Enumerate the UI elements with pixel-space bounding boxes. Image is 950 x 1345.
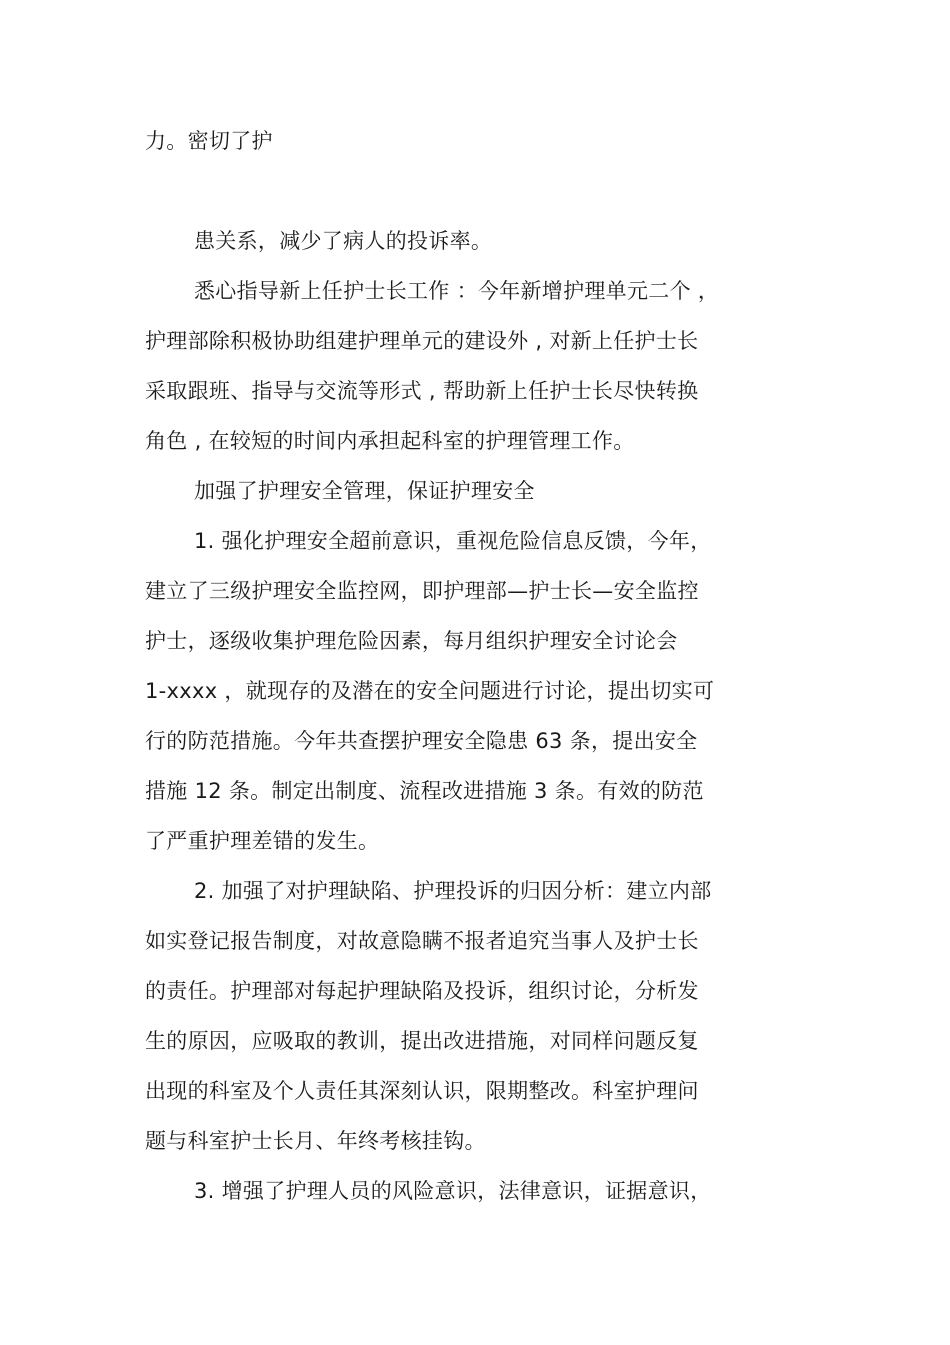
text-line: 护理部除积极协助组建护理单元的建设外 , 对新上任护士长 bbox=[145, 329, 699, 353]
text-line: 角色 , 在较短的时间内承担起科室的护理管理工作。 bbox=[145, 429, 635, 453]
text-line: 的责任。护理部对每起护理缺陷及投诉，组织讨论，分析发 bbox=[145, 979, 699, 1003]
text-line: 悉心指导新上任护士长工作 ：今年新增护理单元二个 ， bbox=[194, 279, 720, 303]
text-line: 了严重护理差错的发生。 bbox=[145, 829, 380, 853]
text-line: 1-xxxx ，就现存的及潜在的安全问题进行讨论，提出切实可 bbox=[145, 679, 715, 703]
text-line: 2. 加强了对护理缺陷、护理投诉的归因分析：建立内部 bbox=[194, 879, 712, 903]
text-line: 力。密切了护 bbox=[145, 129, 273, 153]
text-line: 行的防范措施。今年共查摆护理安全隐患 63 条，提出安全 bbox=[145, 729, 698, 753]
text-line: 护士，逐级收集护理危险因素，每月组织护理安全讨论会 bbox=[145, 629, 678, 653]
text-line: 题与科室护士长月、年终考核挂钩。 bbox=[145, 1129, 486, 1153]
text-line: 如实登记报告制度，对故意隐瞒不报者追究当事人及护士长 bbox=[145, 929, 699, 953]
text-line: 患关系，减少了病人的投诉率。 bbox=[194, 229, 493, 253]
text-line: 1. 强化护理安全超前意识，重视危险信息反馈，今年， bbox=[194, 529, 712, 553]
text-line: 措施 12 条。制定出制度、流程改进措施 3 条。有效的防范 bbox=[145, 779, 704, 803]
section-heading: 加强了护理安全管理，保证护理安全 bbox=[194, 479, 535, 503]
text-line: 生的原因，应吸取的教训，提出改进措施，对同样问题反复 bbox=[145, 1029, 699, 1053]
text-line: 3. 增强了护理人员的风险意识，法律意识，证据意识， bbox=[194, 1179, 712, 1203]
text-line: 建立了三级护理安全监控网，即护理部—护士长—安全监控 bbox=[145, 579, 699, 603]
text-line: 出现的科室及个人责任其深刻认识，限期整改。科室护理问 bbox=[145, 1079, 699, 1103]
text-line: 采取跟班、指导与交流等形式 , 帮助新上任护士长尽快转换 bbox=[145, 379, 699, 403]
